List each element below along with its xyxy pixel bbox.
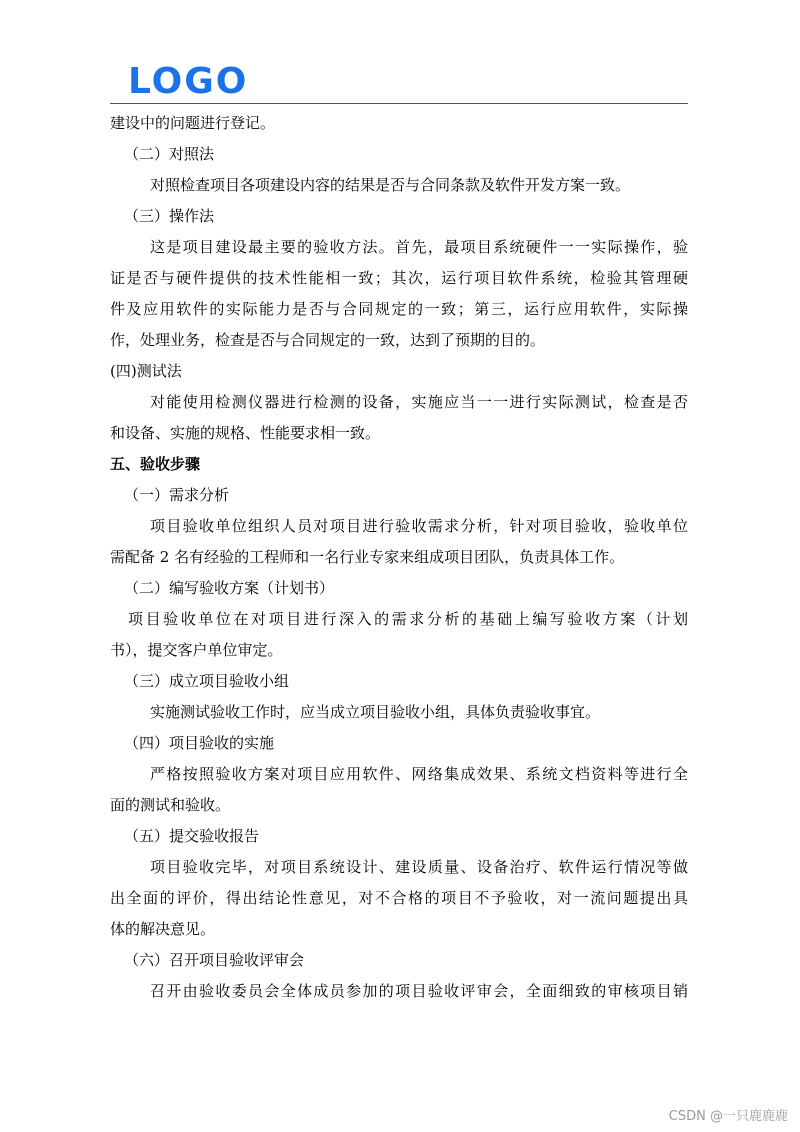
body-line: 项目验收单位在对项目进行深入的需求分析的基础上编写验收方案（计划 — [128, 610, 688, 628]
body-line: 和设备、实施的规格、性能要求相一致。 — [110, 424, 381, 442]
body-line: 需配备 2 名有经验的工程师和一名行业专家来组成项目团队，负责具体工作。 — [110, 548, 625, 566]
section-heading: （五）提交验收报告 — [124, 827, 260, 845]
section-heading: (四)测试法 — [110, 362, 182, 380]
body-line: 面的测试和验收。 — [110, 796, 231, 814]
watermark: CSDN @一只鹿鹿鹿 — [668, 1109, 788, 1124]
section-heading: （二）对照法 — [124, 145, 215, 163]
body-line: 项目验收单位组织人员对项目进行验收需求分析，针对项目验收，验收单位 — [150, 517, 688, 535]
body-line: 建设中的问题进行登记。 — [110, 114, 276, 132]
body-line: 这是项目建设最主要的验收方法。首先，最项目系统硬件一一实际操作，验 — [150, 238, 688, 256]
body-line: 严格按照验收方案对项目应用软件、网络集成效果、系统文档资料等进行全 — [150, 765, 688, 783]
document-body — [110, 108, 688, 1007]
body-line: 出全面的评价，得出结论性意见，对不合格的项目不予验收，对一流问题提出具 — [110, 889, 688, 907]
section-heading: （三）成立项目验收小组 — [124, 672, 290, 690]
header-rule — [110, 103, 688, 104]
body-line: 对能使用检测仪器进行检测的设备，实施应当一一进行实际测试，检查是否 — [150, 393, 688, 411]
body-line: 对照检查项目各项建设内容的结果是否与合同条款及软件开发方案一致。 — [150, 176, 631, 194]
body-line: 体的解决意见。 — [110, 920, 216, 938]
section-heading: （四）项目验收的实施 — [124, 734, 275, 752]
body-line: 证是否与硬件提供的技术性能相一致；其次，运行项目软件系统，检验其管理硬 — [110, 269, 688, 287]
logo: LOGO — [128, 61, 249, 102]
body-line: 召开由验收委员会全体成员参加的项目验收评审会，全面细致的审核项目销 — [150, 982, 688, 1000]
chapter-heading: 五、验收步骤 — [110, 455, 201, 473]
body-line: 书），提交客户单位审定。 — [110, 641, 283, 659]
body-line: 作，处理业务，检查是否与合同规定的一致，达到了预期的目的。 — [110, 331, 546, 349]
section-heading: （三）操作法 — [124, 207, 215, 225]
body-line: 项目验收完毕，对项目系统设计、建设质量、设备治疗、软件运行情况等做 — [150, 858, 688, 876]
body-line: 件及应用软件的实际能力是否与合同规定的一致；第三，运行应用软件，实际操 — [110, 300, 688, 318]
section-heading: （一）需求分析 — [124, 486, 230, 504]
section-heading: （六）召开项目验收评审会 — [124, 951, 305, 969]
section-heading: （二）编写验收方案（计划书） — [124, 579, 335, 597]
body-line: 实施测试验收工作时，应当成立项目验收小组，具体负责验收事宜。 — [150, 703, 601, 721]
